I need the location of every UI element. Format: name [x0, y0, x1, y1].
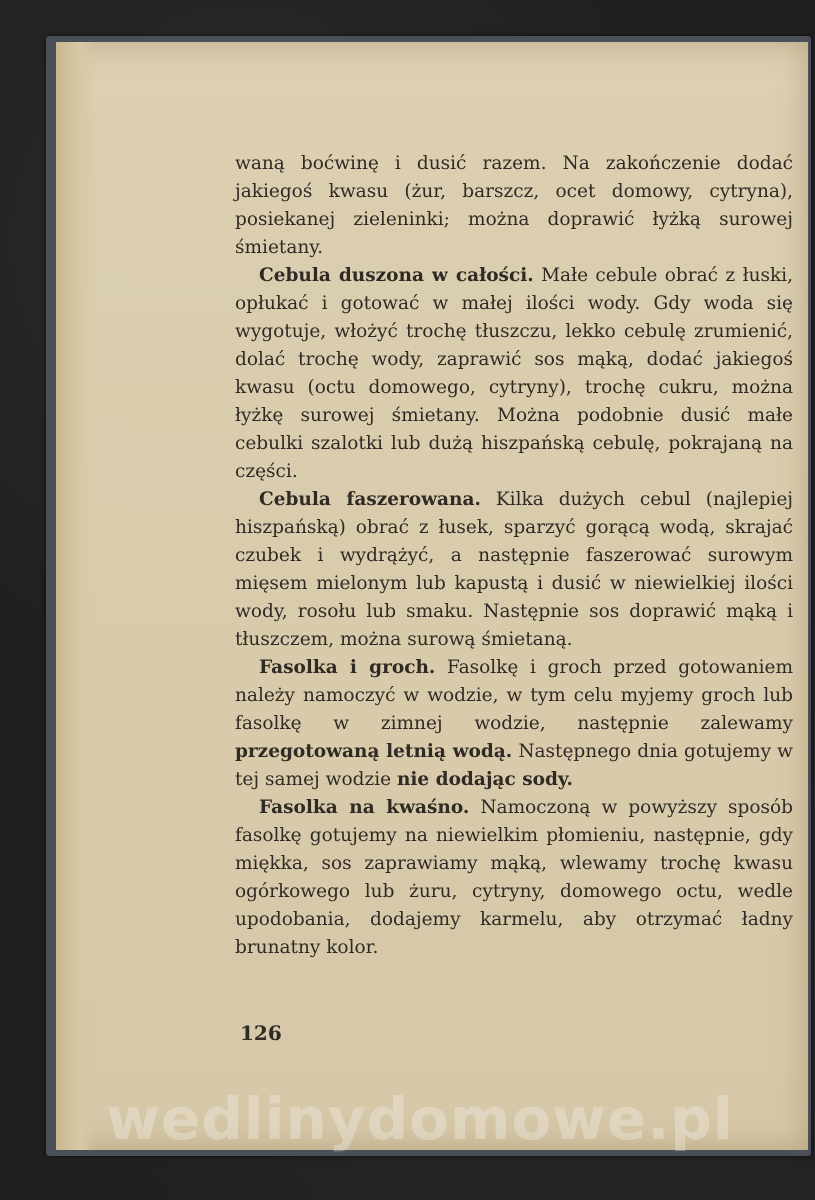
page-edge: [56, 42, 96, 1150]
paragraph-text: Kilka dużych cebul (najlepiej hiszpańską) obrać z łusek, sparzyć gorącą wodą, skrajać czubek i wydrążyć, a następnie faszerować surowym mięsem mielonym lub kapustą i dusić w niewielkiej ilości wody, rosołu lub smaku. Następnie sos doprawić mąką i tłuszczem, można surową śmietaną.: [235, 489, 793, 650]
recipe-heading: Cebula duszona w całości.: [259, 265, 534, 286]
paragraph-cebula-faszerowana: [235, 486, 793, 654]
paragraph-fasolka-na-kwasno: [235, 794, 793, 962]
recipe-heading: Fasolka na kwaśno.: [259, 797, 470, 818]
paragraph-cebula-duszona: [235, 262, 793, 486]
page-number: 126: [240, 1021, 282, 1045]
paragraph-fasolka-i-groch: [235, 654, 793, 794]
paragraph-text: Namoczoną w powyższy sposób fasolkę gotujemy na niewielkim płomieniu, następnie, gdy miękka, sos zaprawiamy mąką, wlewamy trochę kwasu ogórkowego lub żuru, cytryny, domowego octu, wedle upodobania, dodajemy karmelu, aby otrzymać ładny brunatny kolor.: [235, 797, 793, 958]
paragraph-text: waną boćwinę i dusić razem. Na zakończenie dodać jakiegoś kwasu (żur, barszcz, ocet domowy, cytryna), posiekanej zieleninki; można doprawić łyżką surowej śmietany.: [235, 153, 793, 258]
page-text: [235, 150, 793, 962]
emphasis-text: nie dodając sody.: [396, 769, 573, 790]
paragraph-intro: [235, 150, 793, 262]
paragraph-text: Małe cebule obrać z łuski, opłukać i gotować w małej ilości wody. Gdy woda się wygotuje, włożyć trochę tłuszczu, lekko cebulę zrumienić, dolać trochę wody, zaprawić sos mąką, dodać jakiegoś kwasu (octu domowego, cytryny), trochę cukru, można łyżkę surowej śmietany. Można podobnie dusić małe cebulki szalotki lub dużą hiszpańską cebulę, pokrajaną na części.: [235, 265, 793, 482]
paragraph-text: Fasolkę i groch przed gotowaniem należy namoczyć w wodzie, w tym celu myjemy groch lub fasolkę w zimnej wodzie, następnie zalewamy: [235, 657, 793, 734]
emphasis-text: przegotowaną letnią wodą.: [235, 741, 513, 762]
recipe-heading: Fasolka i groch.: [259, 657, 436, 678]
watermark: wedlinydomowe.pl: [106, 1085, 734, 1153]
paragraph-text: Następnego dnia gotujemy w tej samej wodzie: [235, 741, 793, 790]
recipe-heading: Cebula faszerowana.: [259, 489, 481, 510]
